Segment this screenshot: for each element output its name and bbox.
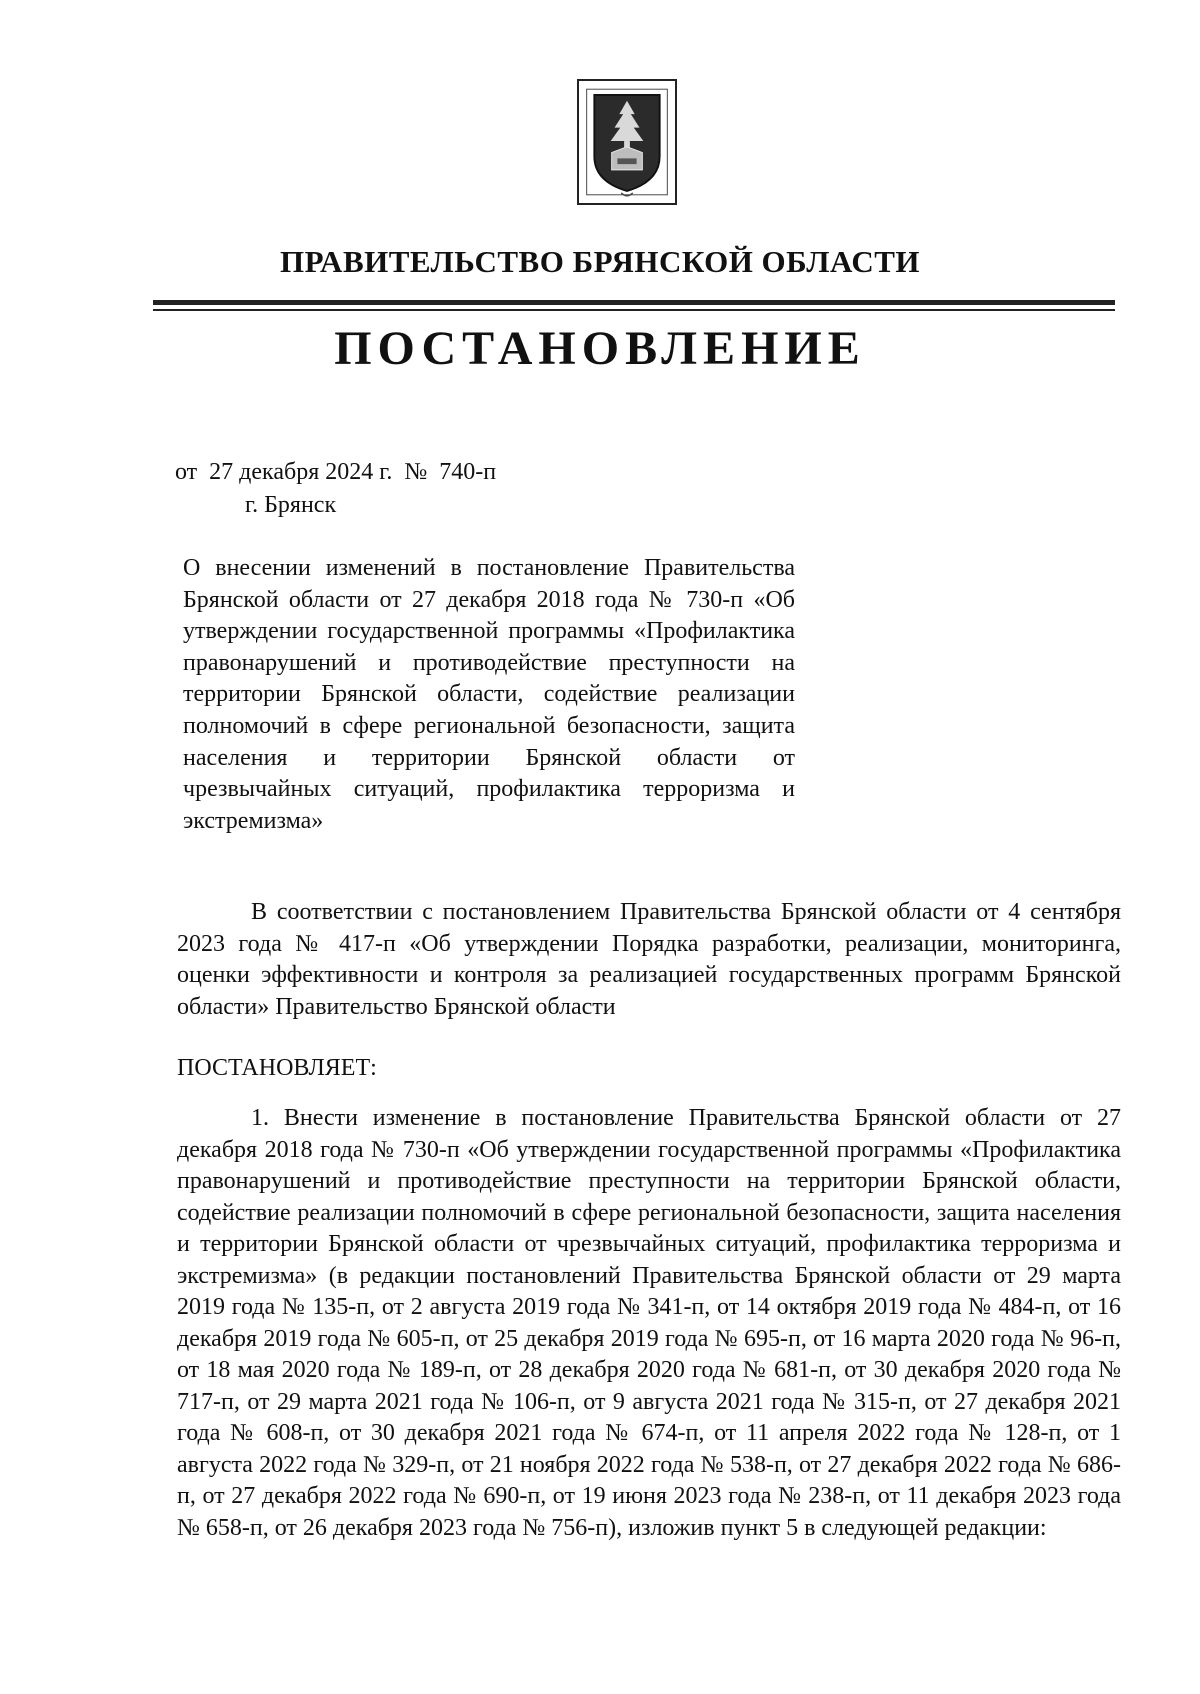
preamble-paragraph: В соответствии с постановлением Правительства Брянской области от 4 сентября 2023 года № 417-п «Об утверждении Порядка разработки, реализации, мониторинга, оценки эффективности и контроля за реализацией государственных программ Брянской области» Правительство Брянской области bbox=[177, 899, 1121, 1020]
header-rule-thick bbox=[153, 300, 1115, 305]
resolve-heading: ПОСТАНОВЛЯЕТ: bbox=[177, 1055, 377, 1081]
city: г. Брянск bbox=[245, 492, 337, 518]
coat-of-arms-icon bbox=[577, 79, 677, 205]
header-rule-thin bbox=[153, 309, 1115, 311]
document-type-title: ПОСТАНОВЛЕНИЕ bbox=[334, 322, 866, 375]
organization-title: ПРАВИТЕЛЬСТВО БРЯНСКОЙ ОБЛАСТИ bbox=[279, 244, 921, 279]
document-subject: О внесении изменений в постановление Правительства Брянской области от 27 декабря 2018 года № 730-п «Об утверждении государственной программы «Профилактика правонарушений и противодействие преступности на территории Брянской области, содействие реализации полномочий в сфере региональной безопасности, защита населения и территории Брянской области от чрезвычайных ситуаций, профилактика терроризма и экстремизма» bbox=[183, 555, 795, 834]
date-and-number: от 27 декабря 2024 г. № 740-п bbox=[175, 459, 497, 485]
item-1-paragraph: 1. Внести изменение в постановление Правительства Брянской области от 27 декабря 2018 года № 730-п «Об утверждении государственной программы «Профилактика правонарушений и противодействие преступности на территории Брянской области, содействие реализации полномочий в сфере региональной безопасности, защита населения и территории Брянской области от чрезвычайных ситуаций, профилактика терроризма и экстремизма» (в редакции постановлений Правительства Брянской области от 29 марта 2019 года № 135-п, от 2 августа 2019 года № 341-п, от 14 октября 2019 года № 484-п, от 16 декабря 2019 года № 605-п, от 25 декабря 2019 года № 695-п, от 16 марта 2020 года № 96-п, от 18 мая 2020 года № 189-п, от 28 декабря 2020 года № 681-п, от 30 декабря 2020 года № 717-п, от 29 марта 2021 года № 106-п, от 9 августа 2021 года № 315-п, от 27 декабря 2021 года № 608-п, от 30 декабря 2021 года № 674-п, от 11 апреля 2022 года № 128-п, от 1 августа 2022 года № 329-п, от 21 ноября 2022 года № 538-п, от 27 декабря 2022 года № 686-п, от 27 декабря 2022 года № 690-п, от 19 июня 2023 года № 238-п, от 11 декабря 2023 года № 658-п, от 26 декабря 2023 года № 756-п), изложив пункт 5 в следующей редакции: bbox=[177, 1105, 1121, 1541]
